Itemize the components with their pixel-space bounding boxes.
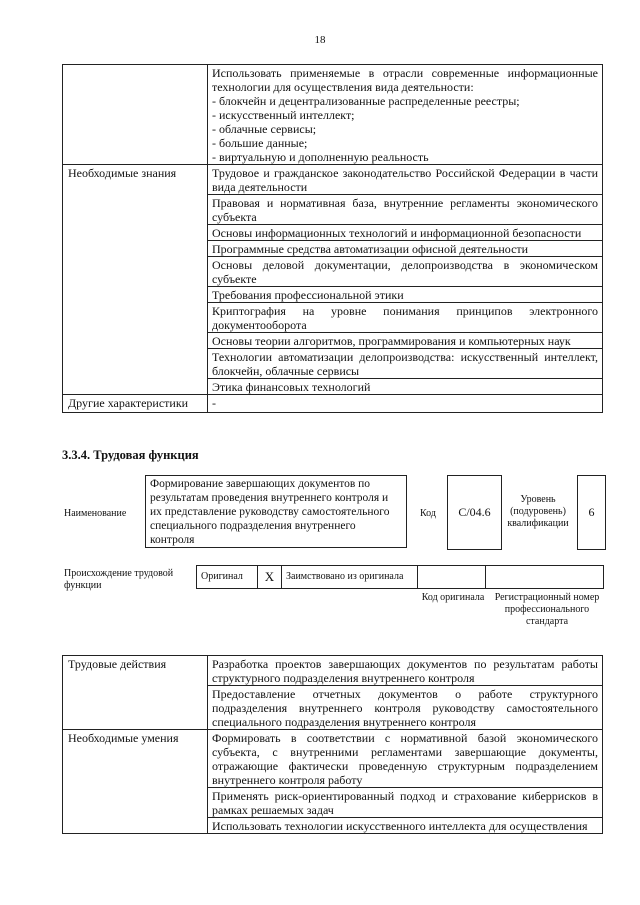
row-label: Необходимые знания <box>63 165 208 395</box>
content-item <box>208 302 602 332</box>
name-label: Наименование <box>64 508 127 519</box>
content-line: Применять риск-ориентированный подход и страхование киберрисков в рамках решаемых задач <box>212 789 598 817</box>
row-content <box>208 730 603 834</box>
content-line: - <box>212 396 216 410</box>
content-item <box>208 656 602 685</box>
row-content <box>208 65 603 165</box>
content-line: Программные средства автоматизации офисной деятельности <box>212 242 529 256</box>
code-original-cell <box>417 566 485 588</box>
content-line: Трудовое и гражданское законодательство Российской Федерации в части вида деятельности <box>212 166 598 194</box>
content-item <box>208 332 602 348</box>
content-item <box>208 224 602 240</box>
function-code-box: C/04.6 <box>447 475 502 550</box>
content-line: Технологии автоматизации делопроизводства: искусственный интеллект, блокчейн, облачные сервисы <box>212 350 598 378</box>
function-level-box: 6 <box>577 475 606 550</box>
content-line: Предоставление отчетных документов о работе структурного подразделения внутреннего контроля руководству самостоятельного специального подразделения внутреннего контроля <box>212 687 598 729</box>
content-item <box>208 817 602 833</box>
content-line: Этика финансовых технологий <box>212 380 371 394</box>
content-item <box>208 165 602 194</box>
row-label: Трудовые действия <box>63 656 208 730</box>
function-name-box: Формирование завершающих документов по результатам проведения внутреннего контроля и их представление руководству самостоятельного специального подразделения внутреннего контроля <box>145 475 407 548</box>
content-line: Использовать технологии искусственного интеллекта для осуществления <box>212 819 588 833</box>
content-item <box>208 395 602 410</box>
original-cell: Оригинал <box>201 571 243 582</box>
origin-row <box>196 565 604 589</box>
row-label <box>63 65 208 165</box>
content-item <box>208 65 602 164</box>
code-label: Код <box>420 508 436 519</box>
content-item <box>208 685 602 729</box>
reg-number-label: Регистрационный номер профессионального стандарта <box>494 592 600 627</box>
content-line: Правовая и нормативная база, внутренние регламенты экономического субъекта <box>212 196 598 224</box>
origin-label: Происхождение трудовой функции <box>64 568 174 591</box>
content-line: Основы теории алгоритмов, программирования и компьютерных наук <box>212 334 571 348</box>
row-label: Другие характеристики <box>63 395 208 413</box>
level-label: Уровень (подуровень) квалификации <box>507 494 569 529</box>
content-line: - облачные сервисы; <box>212 122 317 136</box>
knowledge-table <box>62 64 603 413</box>
content-line: - блокчейн и децентрализованные распределенные реестры; <box>212 94 520 108</box>
content-item <box>208 194 602 224</box>
content-line: Использовать применяемые в отрасли современные информационные технологии для осуществления вида деятельности: <box>212 66 598 94</box>
table-row <box>63 165 603 395</box>
content-line: - виртуальную и дополненную реальность <box>212 150 429 164</box>
content-line: Криптография на уровне понимания принципов электронного документооборота <box>212 304 598 332</box>
content-item <box>208 787 602 817</box>
table-row <box>63 656 603 730</box>
content-line: Формировать в соответствии с нормативной базой экономического субъекта, с внутренними регламентами завершающие документы, отражающие фактически проведенную структурным подразделением внутреннего контроля работу <box>212 731 598 787</box>
reg-number-cell <box>485 566 603 588</box>
content-item <box>208 730 602 787</box>
content-line: - искусственный интеллект; <box>212 108 355 122</box>
content-line: Разработка проектов завершающих документов по результатам работы структурного подразделения внутреннего контроля <box>212 657 598 685</box>
actions-table <box>62 655 603 834</box>
table-row <box>63 395 603 413</box>
row-content <box>208 165 603 395</box>
table-row <box>63 730 603 834</box>
original-mark-cell: X <box>257 566 281 588</box>
content-item <box>208 348 602 378</box>
content-line: - большие данные; <box>212 136 308 150</box>
content-item <box>208 378 602 394</box>
section-title: 3.3.4. Трудовая функция <box>62 448 199 462</box>
content-item <box>208 256 602 286</box>
row-content <box>208 656 603 730</box>
row-label: Необходимые умения <box>63 730 208 834</box>
content-item <box>208 240 602 256</box>
content-line: Основы деловой документации, делопроизводства в экономическом субъекте <box>212 258 598 286</box>
row-content <box>208 395 603 413</box>
content-line: Требования профессиональной этики <box>212 288 404 302</box>
content-item <box>208 286 602 302</box>
borrowed-cell: Заимствовано из оригинала <box>281 566 417 588</box>
code-original-label: Код оригинала <box>421 592 485 603</box>
table-row <box>63 65 603 165</box>
page-number: 18 <box>314 34 326 46</box>
content-line: Основы информационных технологий и информационной безопасности <box>212 226 582 240</box>
